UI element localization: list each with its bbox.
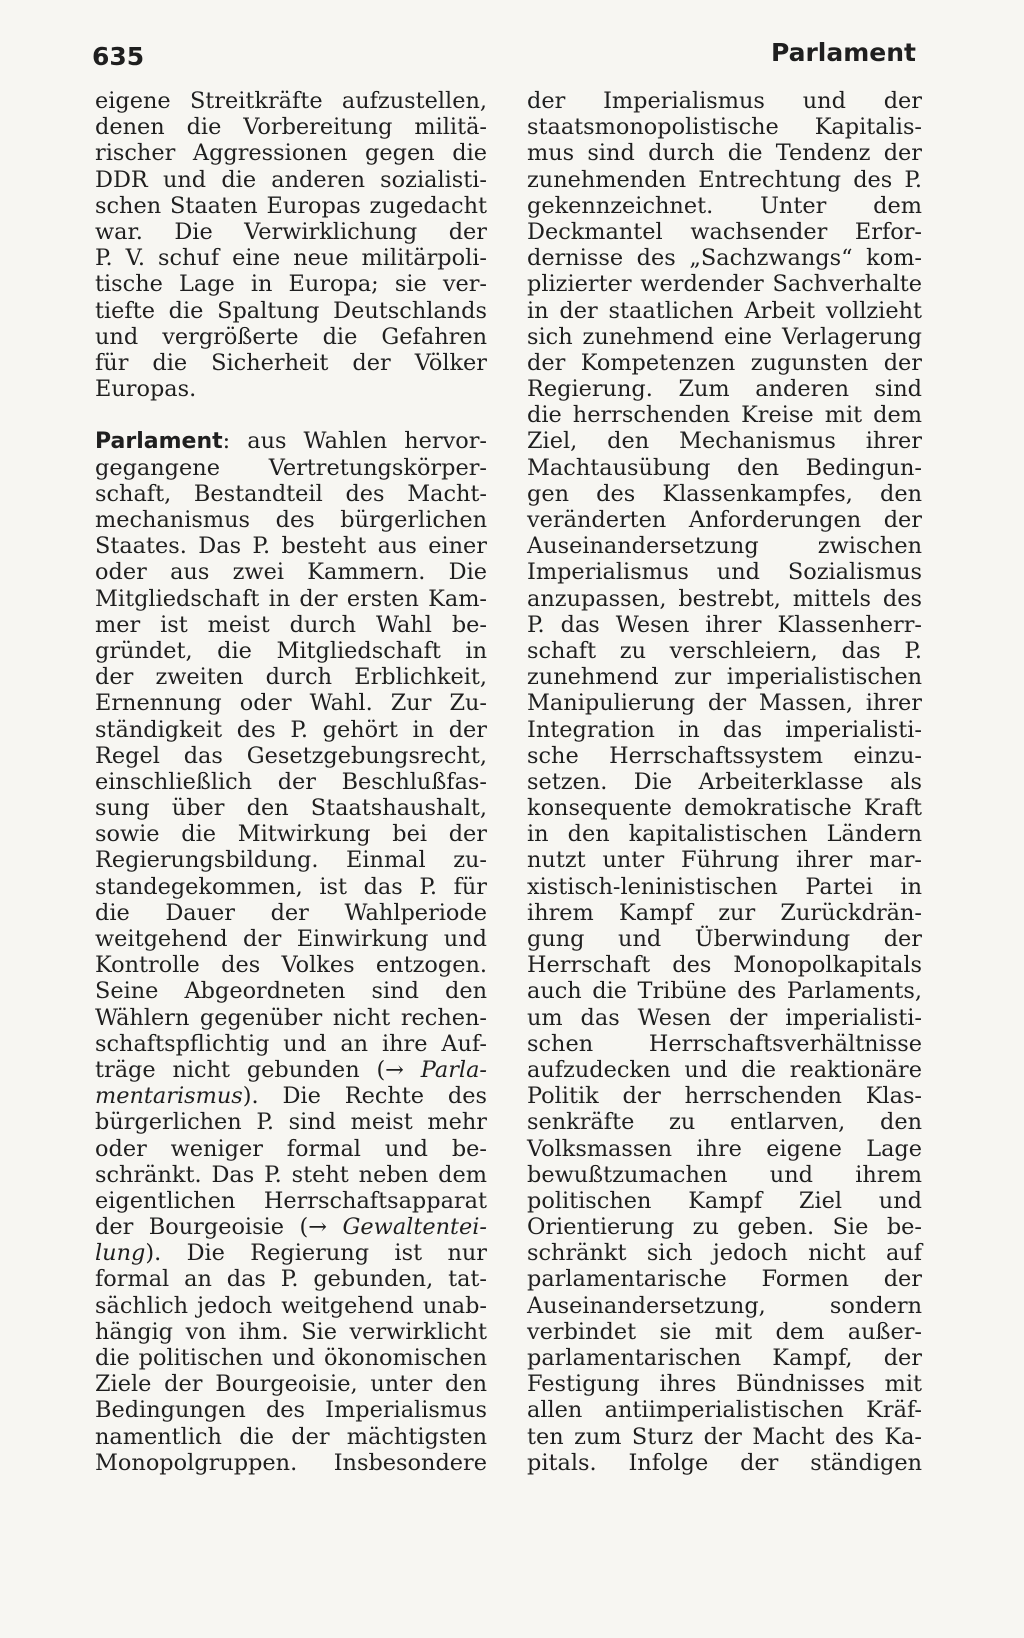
text-line: Imperialismus und Sozialismus <box>527 559 922 586</box>
text-line: Ziele der Bourgeoisie, unter den <box>95 1371 487 1398</box>
text-line: tiefte die Spaltung Deutschlands <box>95 297 487 324</box>
text-line: in der staatlichen Arbeit vollzieht <box>527 297 922 324</box>
text-line: Herrschaft des Monopolkapitals <box>527 952 922 979</box>
text-line: verbindet sie mit dem außer- <box>527 1318 922 1345</box>
text-line: ihrem Kampf zur Zurückdrän- <box>527 899 922 926</box>
text-line: sächlich jedoch weitgehend unab- <box>95 1292 487 1319</box>
text-line: eigene Streitkräfte aufzustellen, <box>95 88 487 114</box>
text-line: schränkt. Das P. steht neben dem <box>95 1161 487 1188</box>
text-line: veränderten Anforderungen der <box>527 507 922 533</box>
text-line: die Dauer der Wahlperiode <box>95 899 487 926</box>
text-line: ten zum Sturz der Macht des Ka- <box>527 1423 922 1450</box>
text-line: Auseinandersetzung zwischen <box>527 533 922 560</box>
text-line: Bedingungen des Imperialismus <box>95 1397 487 1424</box>
text-line: war. Die Verwirklichung der <box>95 218 487 245</box>
text-line: oder aus zwei Kammern. Die <box>95 559 487 586</box>
text-line: bewußtzumachen und ihrem <box>527 1161 922 1188</box>
text-line: um das Wesen der imperialisti- <box>527 1004 922 1031</box>
text-line: anzupassen, bestrebt, mittels des <box>527 585 922 612</box>
text-line: ständigkeit des P. gehört in der <box>95 716 487 743</box>
text-line: pitals. Infolge der ständigen <box>527 1449 922 1476</box>
text-line: schaftspflichtig und an ihre Auf- <box>95 1030 487 1057</box>
text-line: politischen Kampf Ziel und <box>527 1187 922 1214</box>
entry-parlament <box>95 428 487 1476</box>
text-line: Seine Abgeordneten sind den <box>95 978 487 1005</box>
text-line: Mitgliedschaft in der ersten Kam- <box>95 585 487 612</box>
text-line: die herrschenden Kreise mit dem <box>527 402 922 429</box>
text-line: Regel das Gesetzgebungsrecht, <box>95 742 487 769</box>
text-line: Kontrolle des Volkes entzogen. <box>95 952 487 979</box>
text-line: rischer Aggressionen gegen die <box>95 140 487 167</box>
text-line: Wählern gegenüber nicht rechen- <box>95 1004 487 1031</box>
text-line: gründet, die Mitgliedschaft in <box>95 637 487 664</box>
text-line: eigentlichen Herrschaftsapparat <box>95 1187 487 1214</box>
text-line: dernisse des „Sachzwangs“ kom- <box>527 245 922 272</box>
text-line: Regierung. Zum anderen sind <box>527 376 922 403</box>
text-line: Volksmassen ihre eigene Lage <box>527 1135 922 1162</box>
text-line: der Kompetenzen zugunsten der <box>527 349 922 376</box>
text-line: mer ist meist durch Wahl be- <box>95 611 487 638</box>
text-line: und vergrößerte die Gefahren <box>95 323 487 350</box>
text-line: DDR und die anderen sozialisti- <box>95 166 487 193</box>
text-line: Deckmantel wachsender Erfor- <box>527 218 922 245</box>
text-line: oder weniger formal und be- <box>95 1135 487 1162</box>
text-line: gung und Überwindung der <box>527 926 922 952</box>
text-line: gekennzeichnet. Unter dem <box>527 192 922 219</box>
text-line: einschließlich der Beschlußfas- <box>95 768 487 795</box>
cross-reference-parlamentarismus[interactable]: mentarismus <box>95 1083 243 1110</box>
text-line: P. V. schuf eine neue militärpoli- <box>95 245 487 272</box>
text-line: Ziel, den Mechanismus ihrer <box>527 428 922 455</box>
text-line: träge nicht gebunden (→ Parla- <box>95 1056 487 1083</box>
text-line: standegekommen, ist das P. für <box>95 873 487 900</box>
text-line: tische Lage in Europa; sie ver- <box>95 271 487 298</box>
text-line: schränkt sich jedoch nicht auf <box>527 1240 922 1267</box>
text-line: xistisch-leninistischen Partei in <box>527 873 922 900</box>
entry-body-part-2 <box>95 1109 487 1240</box>
text-line: sche Herrschaftssystem einzu- <box>527 742 922 769</box>
text-line: für die Sicherheit der Völker <box>95 349 487 376</box>
page-number: 635 <box>92 42 145 71</box>
text-line: in den kapitalistischen Ländern <box>527 821 922 848</box>
text-line: namentlich die der mächtigsten <box>95 1423 487 1450</box>
entry-body-part-1 <box>95 455 487 1084</box>
cross-reference-start[interactable]: Gewaltentei- <box>342 1214 487 1241</box>
text-line: zunehmend zur imperialistischen <box>527 664 922 691</box>
text-line: lung). Die Regierung ist nur <box>95 1240 487 1267</box>
text-line: gegangene Vertretungskörper- <box>95 454 487 481</box>
text-line: hängig von ihm. Sie verwirklicht <box>95 1318 487 1345</box>
text-line: Festigung ihres Bündnisses mit <box>527 1371 922 1398</box>
text-line: Manipulierung der Massen, ihrer <box>527 690 922 717</box>
text-line: schaft zu verschleiern, das P. <box>527 637 922 664</box>
text-line: P. das Wesen ihrer Klassenherr- <box>527 611 922 638</box>
previous-entry-tail <box>95 88 487 402</box>
text-line: der Bourgeoisie (→ Gewaltentei- <box>95 1214 487 1241</box>
text-line: sung über den Staatshaushalt, <box>95 795 487 822</box>
text-line: Auseinandersetzung, sondern <box>527 1292 922 1319</box>
text-line: weitgehend der Einwirkung und <box>95 926 487 952</box>
text-line: Orientierung zu geben. Sie be- <box>527 1214 922 1241</box>
text-line: auch die Tribüne des Parlaments, <box>527 978 922 1005</box>
entry-first-line-text: : aus Wahlen hervor- <box>222 428 487 455</box>
text-line: Monopolgruppen. Insbesondere <box>95 1449 487 1476</box>
cross-reference-gewaltenteilung[interactable]: lung <box>95 1240 146 1267</box>
text-line: staatsmonopolistische Kapitalis- <box>527 114 922 141</box>
text-line: mus sind durch die Tendenz der <box>527 140 922 167</box>
text-line: denen die Vorbereitung militä- <box>95 114 487 141</box>
entry-separator <box>95 402 487 428</box>
entry-continuation <box>527 88 922 1476</box>
text-line: zunehmenden Entrechtung des P. <box>527 166 922 193</box>
text-line: Politik der herrschenden Klas- <box>527 1083 922 1110</box>
text-line: gen des Klassenkampfes, den <box>527 480 922 507</box>
text-line: der zweiten durch Erblichkeit, <box>95 664 487 691</box>
text-line: aufzudecken und die reaktionäre <box>527 1056 922 1083</box>
text-line: mechanismus des bürgerlichen <box>95 507 487 533</box>
text-line: der Imperialismus und der <box>527 88 922 114</box>
entry-first-line <box>95 428 487 454</box>
text-line: sowie die Mitwirkung bei der <box>95 821 487 848</box>
text-line: die politischen und ökonomischen <box>95 1345 487 1371</box>
text-line: sich zunehmend eine Verlagerung <box>527 323 922 350</box>
text-line: Machtausübung den Bedingun- <box>527 454 922 481</box>
left-column <box>95 88 487 1476</box>
text-line: bürgerlichen P. sind meist mehr <box>95 1109 487 1136</box>
page-header <box>0 32 1024 82</box>
cross-reference-start[interactable]: Parla- <box>420 1056 487 1083</box>
text-line: parlamentarischen Kampf, der <box>527 1345 922 1371</box>
text-line: Integration in das imperialisti- <box>527 716 922 743</box>
text-line: konsequente demokratische Kraft <box>527 795 922 822</box>
text-line: schen Staaten Europas zugedacht <box>95 192 487 219</box>
text-line: plizierter werdender Sachverhalte <box>527 271 922 298</box>
text-line: setzen. Die Arbeiterklasse als <box>527 768 922 795</box>
text-line: Regierungsbildung. Einmal zu- <box>95 847 487 874</box>
text-line: formal an das P. gebunden, tat- <box>95 1266 487 1293</box>
text-line: parlamentarische Formen der <box>527 1266 922 1293</box>
text-line: allen antiimperialistischen Kräf- <box>527 1397 922 1424</box>
running-head: Parlament <box>770 38 916 67</box>
text-line: Staates. Das P. besteht aus einer <box>95 533 487 560</box>
text-line: Ernennung oder Wahl. Zur Zu- <box>95 690 487 717</box>
text-line: schaft, Bestandteil des Macht- <box>95 480 487 507</box>
entry-term: Parlament <box>95 429 223 455</box>
text-line: mentarismus). Die Rechte des <box>95 1083 487 1110</box>
right-column <box>527 88 922 1476</box>
text-line: schen Herrschaftsverhältnisse <box>527 1030 922 1057</box>
text-line: senkräfte zu entlarven, den <box>527 1109 922 1136</box>
text-line: Europas. <box>95 376 197 403</box>
entry-body-part-3 <box>95 1266 487 1476</box>
text-line: nutzt unter Führung ihrer mar- <box>527 847 922 874</box>
